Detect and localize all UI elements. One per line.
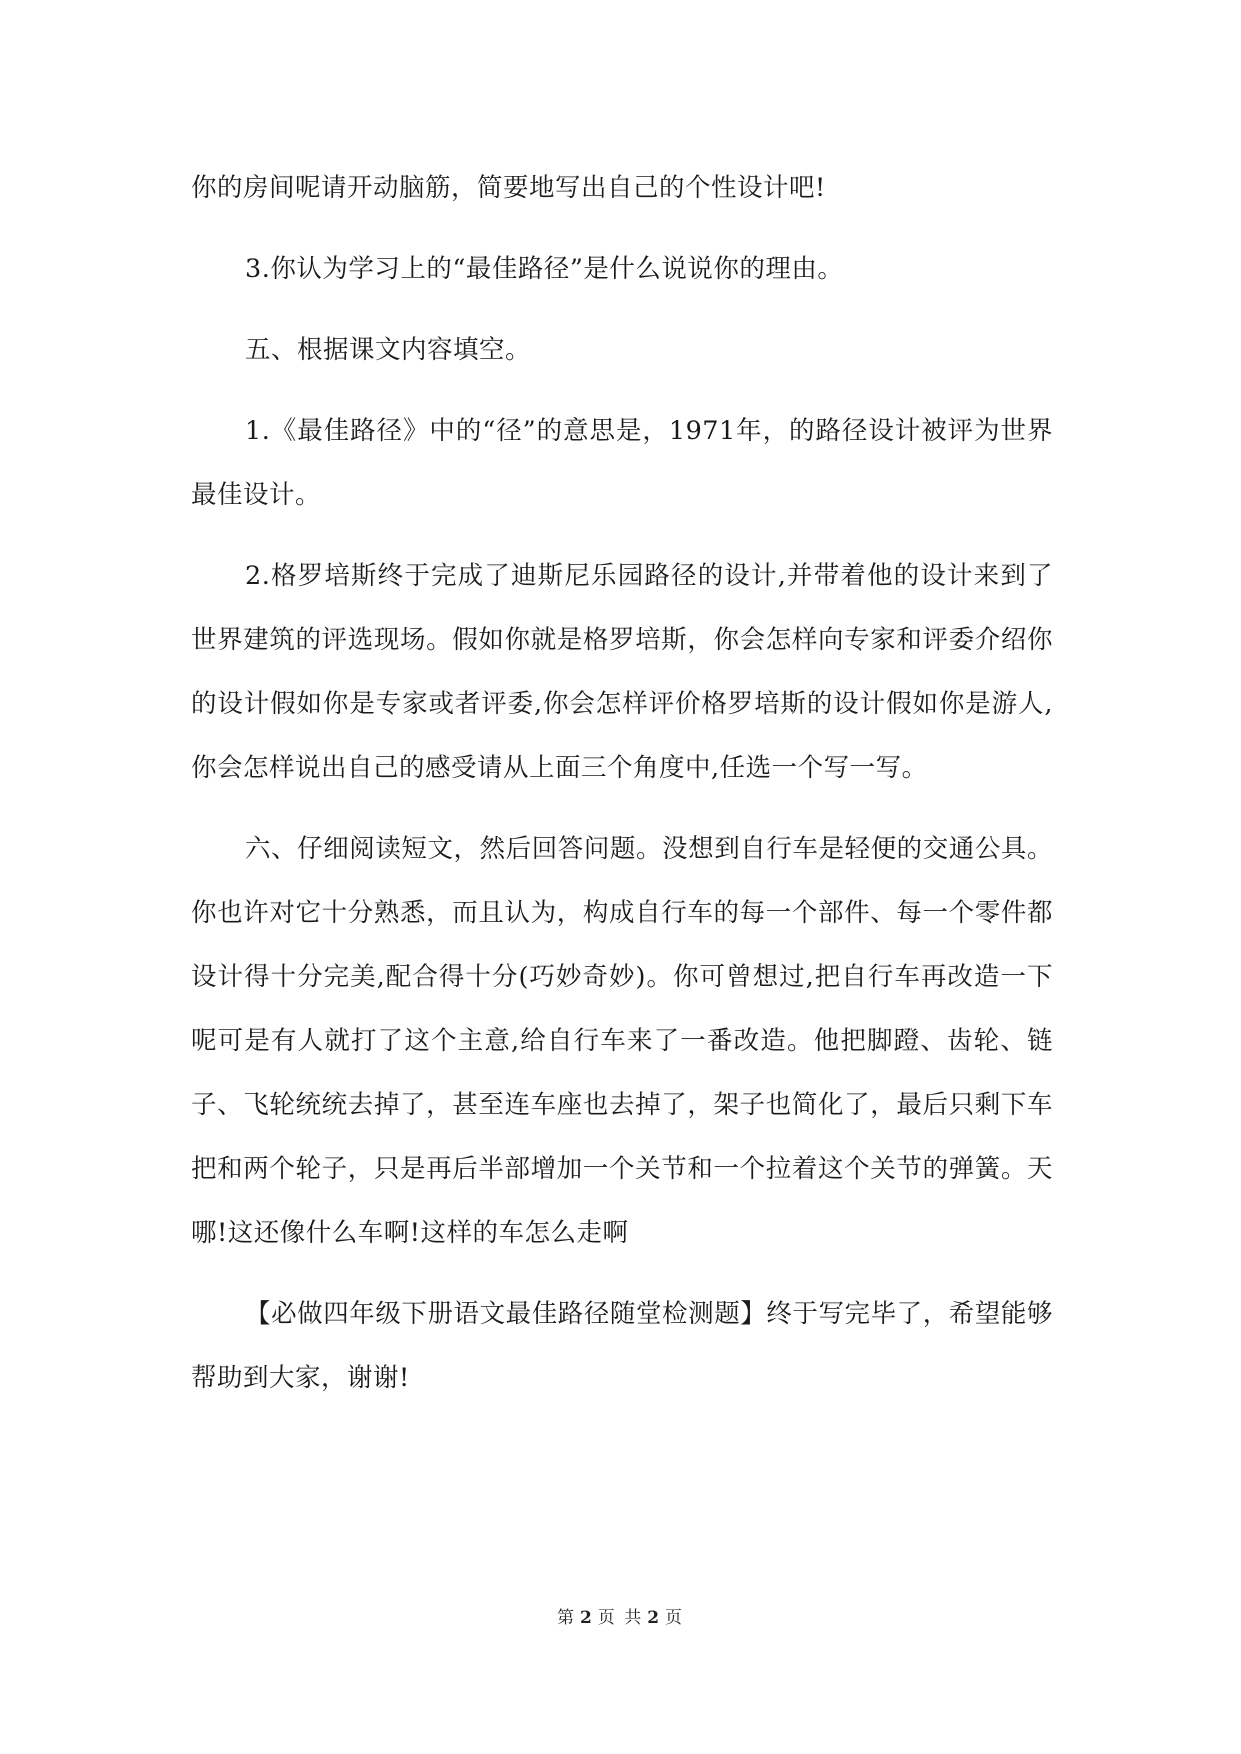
footer-current-page: 2 [579, 1608, 594, 1628]
footer-total-pages: 2 [647, 1608, 662, 1628]
page-footer [0, 1603, 1241, 1628]
section-5-heading: 五、根据课文内容填空。 [245, 335, 532, 365]
footer-middle: 页 共 [597, 1608, 644, 1628]
closing-note: 【必做四年级下册语文最佳路径随堂检测题】终于写完毕了，希望能够帮助到大家，谢谢! [191, 1299, 1053, 1393]
question-3-best-path: 3.你认为学习上的“最佳路径”是什么说说你的理由。 [245, 254, 844, 284]
section-5-item-2: 2.格罗培斯终于完成了迪斯尼乐园路径的设计,并带着他的设计来到了世界建筑的评选现场。假如你就是格罗培斯，你会怎样向专家和评委介绍你的设计假如你是专家或者评委,你会怎样评价格罗培斯的设计假如你是游人,你会怎样说出自己的感受请从上面三个角度中,任选一个写一写。 [191, 561, 1053, 783]
section-5-item-1: 1.《最佳路径》中的“径”的意思是，1971年，的路径设计被评为世界最佳设计。 [191, 416, 1053, 510]
paragraph-design-continuation: 你的房间呢请开动脑筋，简要地写出自己的个性设计吧! [191, 173, 826, 203]
section-6-reading: 六、仔细阅读短文，然后回答问题。没想到自行车是轻便的交通公具。你也许对它十分熟悉，而且认为，构成自行车的每一个部件、每一个零件都设计得十分完美,配合得十分(巧妙奇妙)。你可曾想过,把自行车再改造一下呢可是有人就打了这个主意,给自行车来了一番改造。他把脚蹬、齿轮、链子、飞轮统统去掉了，甚至连车座也去掉了，架子也简化了，最后只剩下车把和两个轮子，只是再后半部增加一个关节和一个拉着这个关节的弹簧。天哪!这还像什么车啊!这样的车怎么走啊 [191, 834, 1053, 1248]
document-body [191, 156, 1053, 1427]
footer-suffix: 页 [665, 1608, 685, 1628]
footer-prefix: 第 [556, 1608, 576, 1628]
